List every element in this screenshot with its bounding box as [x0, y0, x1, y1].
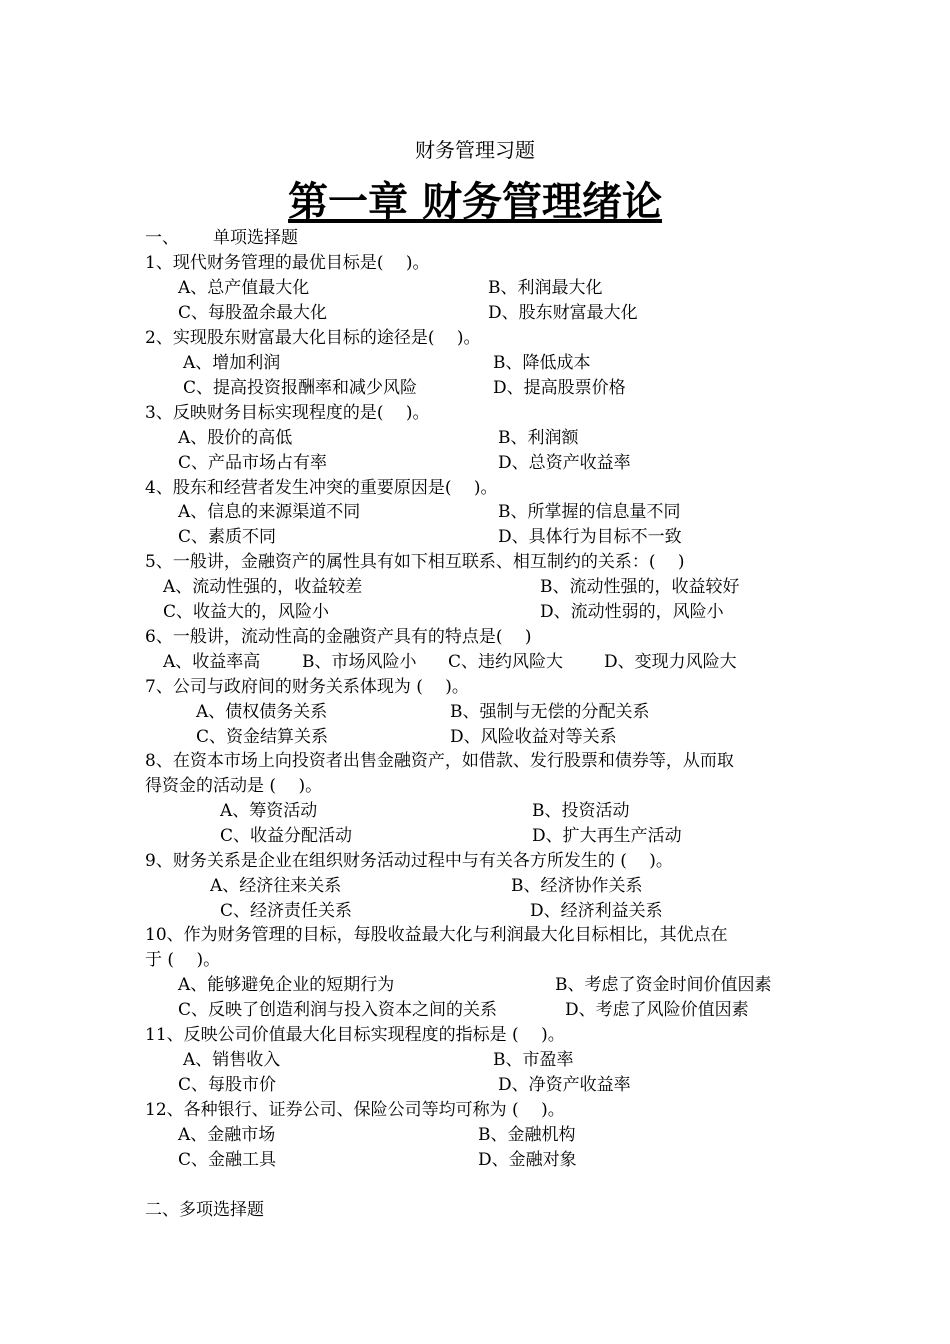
- question-stem: 3、反映财务目标实现程度的是( )。: [145, 403, 430, 423]
- option-d: D、具体行为目标不一致: [498, 527, 682, 547]
- option-c: C、素质不同: [178, 527, 277, 547]
- option-a: A、销售收入: [183, 1050, 281, 1070]
- option-a: A、信息的来源渠道不同: [178, 502, 361, 522]
- option-b: B、强制与无偿的分配关系: [450, 702, 650, 722]
- option-d: D、扩大再生产活动: [532, 826, 682, 846]
- option-c: C、违约风险大: [448, 652, 564, 672]
- question-stem: 7、公司与政府间的财务关系体现为 ( )。: [145, 677, 469, 697]
- question-stem: 9、财务关系是企业在组织财务活动过程中与有关各方所发生的 ( )。: [145, 851, 673, 871]
- question-stem: 12、各种银行、证券公司、保险公司等均可称为 ( )。: [145, 1100, 565, 1120]
- option-d: D、股东财富最大化: [488, 303, 638, 323]
- option-c: C、每股盈余最大化: [178, 303, 328, 323]
- option-b: B、流动性强的，收益较好: [540, 577, 740, 597]
- section-label: 单项选择题: [213, 228, 298, 248]
- option-b: B、金融机构: [478, 1125, 576, 1145]
- option-d: D、考虑了风险价值因素: [565, 1000, 749, 1020]
- option-d: D、经济利益关系: [530, 901, 663, 921]
- option-d: D、流动性弱的，风险小: [540, 602, 724, 622]
- option-b: B、经济协作关系: [511, 876, 643, 896]
- option-c: C、经济责任关系: [220, 901, 353, 921]
- option-b: B、市场风险小: [302, 652, 417, 672]
- option-a: A、经济往来关系: [210, 876, 342, 896]
- option-b: B、所掌握的信息量不同: [498, 502, 681, 522]
- option-b: B、考虑了资金时间价值因素: [555, 975, 772, 995]
- option-a: A、收益率高: [163, 652, 261, 672]
- option-a: A、股价的高低: [178, 428, 293, 448]
- option-d: D、净资产收益率: [498, 1075, 631, 1095]
- section-heading-multiple-choice: 二、多项选择题: [145, 1200, 264, 1220]
- option-b: B、市盈率: [493, 1050, 574, 1070]
- option-b: B、降低成本: [493, 353, 591, 373]
- option-b: B、投资活动: [532, 801, 630, 821]
- option-c: C、每股市价: [178, 1075, 277, 1095]
- option-d: D、提高股票价格: [493, 378, 626, 398]
- option-d: D、变现力风险大: [604, 652, 737, 672]
- question-stem-continued: 得资金的活动是 ( )。: [145, 776, 323, 796]
- option-a: A、筹资活动: [220, 801, 318, 821]
- option-d: D、风险收益对等关系: [450, 727, 617, 747]
- question-stem: 4、股东和经营者发生冲突的重要原因是( )。: [145, 478, 498, 498]
- question-stem: 8、在资本市场上向投资者出售金融资产，如借款、发行股票和债券等，从而取: [145, 751, 734, 771]
- chapter-title: 第一章 财务管理绪论: [288, 178, 662, 225]
- question-stem: 6、一般讲，流动性高的金融资产具有的特点是( ): [145, 627, 532, 647]
- option-d: D、金融对象: [478, 1150, 577, 1170]
- section-number: 一、: [145, 228, 179, 248]
- option-c: C、产品市场占有率: [178, 453, 328, 473]
- option-b: B、利润最大化: [488, 278, 603, 298]
- question-stem-continued: 于 ( )。: [145, 950, 221, 970]
- question-stem: 1、现代财务管理的最优目标是( )。: [145, 253, 430, 273]
- option-a: A、能够避免企业的短期行为: [178, 975, 395, 995]
- question-stem: 10、作为财务管理的目标，每股收益最大化与利润最大化目标相比，其优点在: [145, 925, 728, 945]
- question-stem: 2、实现股东财富最大化目标的途径是( )。: [145, 328, 481, 348]
- option-c: C、提高投资报酬率和减少风险: [183, 378, 418, 398]
- option-a: A、流动性强的，收益较差: [163, 577, 363, 597]
- option-a: A、金融市场: [178, 1125, 276, 1145]
- option-a: A、债权债务关系: [196, 702, 328, 722]
- option-a: A、总产值最大化: [178, 278, 310, 298]
- option-b: B、利润额: [498, 428, 579, 448]
- option-c: C、金融工具: [178, 1150, 277, 1170]
- question-stem: 11、反映公司价值最大化目标实现程度的指标是 ( )。: [145, 1025, 565, 1045]
- page-title: 财务管理习题: [415, 138, 535, 162]
- option-c: C、资金结算关系: [196, 727, 329, 747]
- question-stem: 5、一般讲，金融资产的属性具有如下相互联系、相互制约的关系：( ): [145, 552, 685, 572]
- option-a: A、增加利润: [183, 353, 281, 373]
- option-c: C、收益分配活动: [220, 826, 353, 846]
- option-c: C、反映了创造利润与投入资本之间的关系: [178, 1000, 498, 1020]
- option-d: D、总资产收益率: [498, 453, 631, 473]
- option-c: C、收益大的，风险小: [163, 602, 330, 622]
